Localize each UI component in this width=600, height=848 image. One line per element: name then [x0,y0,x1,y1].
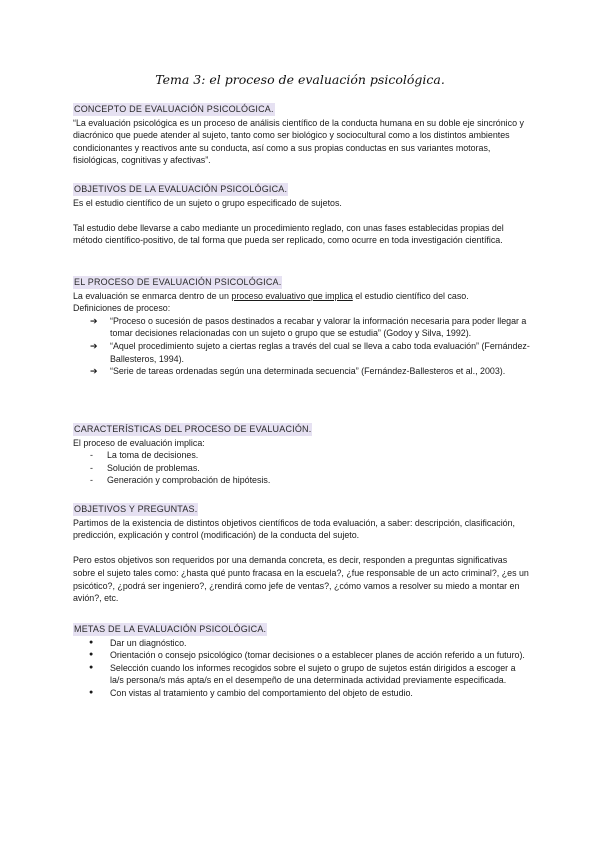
paragraph: Es el estudio científico de un sujeto o grupo especificado de sujetos. [73,197,342,208]
section-heading: EL PROCESO DE EVALUACIÓN PSICOLÓGICA. [74,277,282,287]
list-item [73,662,531,687]
list-item-text: Generación y comprobación de hipótesis. [107,475,271,486]
section-metas [73,623,531,700]
arrow-icon: ➔ [90,366,98,377]
goals-list [73,637,531,700]
section-heading: CONCEPTO DE EVALUACIÓN PSICOLÓGICA. [74,104,274,114]
list-item-text: Con vistas al tratamiento y cambio del comportamiento del objeto de estudio. [110,687,413,698]
list-item [73,365,531,378]
list-item-text: La toma de decisiones. [107,450,199,461]
list-item-text: “Aquel procedimiento sujeto a ciertas reglas a través del cual se lleva a cabo toda evaluación” (Fernández-Ballesteros, 1994). [110,340,530,364]
paragraph: Pero estos objetivos son requeridos por una demanda concreta, es decir, responden a preguntas significativas sobre el sujeto tales como: ¿hasta qué punto fracasa en la escuela?, ¿fue responsable de un acto criminal?, ¿es un psicótico?, ¿podrá ser ingeniero?, ¿rendirá como jefe de ventas?, ¿cómo vamos a resolver su miedo a montar en avión?, etc. [73,555,529,604]
definition-list [73,315,531,378]
dash-marker: - [90,462,93,473]
page-title: Tema 3: el proceso de evaluación psicológica. [155,72,445,87]
list-item-text: “Serie de tareas ordenadas según una determinada secuencia” (Fernández-Ballesteros et al., 2003). [110,366,506,377]
section-heading: CARACTERÍSTICAS DEL PROCESO DE EVALUACIÓN. [74,424,312,434]
paragraph: El proceso de evaluación implica: [73,437,205,448]
section-heading: OBJETIVOS Y PREGUNTAS. [74,504,198,514]
dash-marker: - [90,450,93,461]
section-concepto [73,103,531,167]
list-item-text: Selección cuando los informes recogidos sobre el sujeto o grupo de sujetos están dirigidos a escoger a la/s persona/s más apta/s en el desempeño de una determinada actividad previamente especificada. [110,662,516,686]
section-heading: METAS DE LA EVALUACIÓN PSICOLÓGICA. [74,624,267,634]
section-objetivos-preguntas [73,503,531,605]
list-item [73,637,531,650]
list-item [73,449,531,462]
list-item-text: Solución de problemas. [107,462,200,473]
bullet-icon: ● [89,688,94,696]
underlined-text: proceso evaluativo que implica [231,290,353,301]
list-item-text: Dar un diagnóstico. [110,637,187,648]
list-item-text: “Proceso o sucesión de pasos destinados a recabar y valorar la información necesaria para poder llegar a tomar decisiones relacionadas con un sujeto o grupo que se estudia” (Godoy y Silva, 1992). [110,315,527,339]
list-item-text: Orientación o consejo psicológico (tomar decisiones o a establecer planes de acción referido a un futuro). [110,650,525,661]
list-item [73,315,531,340]
paragraph: Tal estudio debe llevarse a cabo mediante un procedimiento reglado, con unas fases establecidas propias del método científico-positivo, de tal forma que pueda ser replicado, como ocurre en toda investigación científica. [73,222,504,246]
paragraph [73,290,531,303]
section-objetivos-evaluacion [73,183,531,247]
bullet-icon: ● [89,638,94,646]
paragraph: Partimos de la existencia de distintos objetivos científicos de toda evaluación, a saber: descripción, clasificación, predicción, explicación y control (modificación) de la conducta del sujeto. [73,517,516,541]
paragraph: “La evaluación psicológica es un proceso de análisis científico de la conducta humana en su doble eje sincrónico y diacrónico que puede atender al sujeto, tanto como ser biológico y sociocultural como a los distintos ambientes condicionantes y reactivos ante su conducta, así como a sus propias conductas en sus variantes motoras, fisiológicas, cognitivas y afectivas”. [73,117,524,166]
paragraph: Definiciones de proceso: [73,303,171,314]
list-item [73,687,531,700]
bullet-icon: ● [89,663,94,671]
arrow-icon: ➔ [90,315,98,326]
list-item [73,474,531,487]
text-run: el estudio científico del caso. [352,290,469,301]
list-item [73,462,531,475]
bullet-icon: ● [89,651,94,659]
text-run: La evaluación se enmarca dentro de un [73,290,232,301]
section-caracteristicas [73,423,531,487]
section-heading: OBJETIVOS DE LA EVALUACIÓN PSICOLÓGICA. [74,184,288,194]
list-item [73,340,531,365]
arrow-icon: ➔ [90,340,98,351]
dash-marker: - [90,475,93,486]
list-item [73,649,531,662]
characteristics-list [73,449,531,487]
section-proceso [73,276,531,378]
